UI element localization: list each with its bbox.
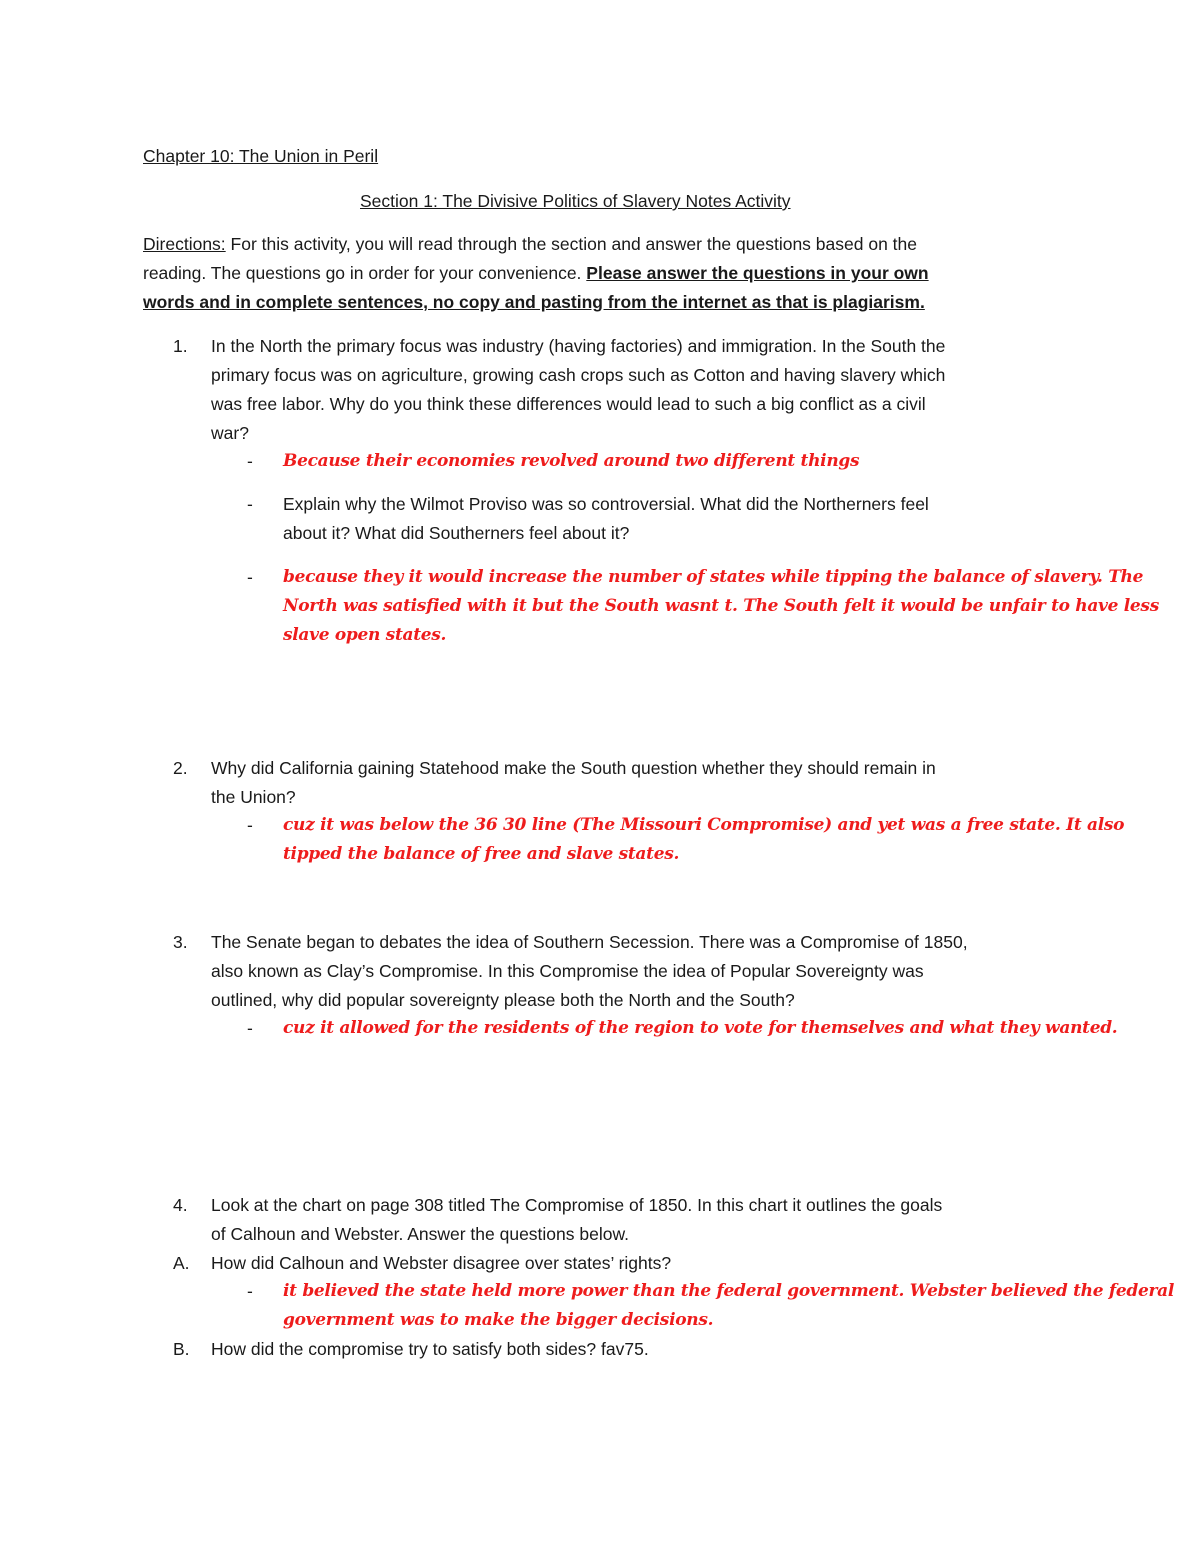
question-3-number: 3.	[173, 932, 188, 952]
question-4-line-2: of Calhoun and Webster. Answer the questions below.	[211, 1224, 630, 1244]
question-3-line-2: also known as Clay’s Compromise. In this Compromise the idea of Popular Sovereignty was	[211, 961, 924, 981]
answer-1-dash: -	[247, 451, 253, 471]
question-4a-letter: A.	[173, 1253, 190, 1273]
section-title: Section 1: The Divisive Politics of Slavery Notes Activity	[360, 191, 791, 211]
question-4-number: 4.	[173, 1195, 188, 1215]
sub-question-1-line-1: Explain why the Wilmot Proviso was so controversial. What did the Northerners feel	[283, 494, 929, 514]
answer-1: Because their economies revolved around two different things	[283, 451, 860, 471]
directions-line-2	[143, 259, 929, 288]
directions-line-1	[143, 230, 917, 259]
sub-answer-1-line-2: North was satisfied with it but the South wasnt t. The South felt it would be unfair to have less	[283, 596, 1159, 616]
sub-answer-1-line-1: because they it would increase the number of states while tipping the balance of slavery. The	[283, 567, 1144, 587]
question-4-line-1: Look at the chart on page 308 titled The Compromise of 1850. In this chart it outlines the goals	[211, 1195, 943, 1215]
answer-2-line-2: tipped the balance of free and slave states.	[283, 844, 680, 864]
question-1-line-2: primary focus was on agriculture, growing cash crops such as Cotton and having slavery which	[211, 365, 946, 385]
answer-3-dash: -	[247, 1018, 253, 1038]
question-1-number: 1.	[173, 336, 188, 356]
directions-text-1: For this activity, you will read through the section and answer the questions based on the	[225, 234, 917, 254]
question-4b-letter: B.	[173, 1339, 190, 1359]
directions-bold-2: Please answer the questions in your own	[586, 263, 929, 283]
question-1-line-3: was free labor. Why do you think these differences would lead to such a big conflict as a civil	[211, 394, 926, 414]
question-3-line-3: outlined, why did popular sovereignty please both the North and the South?	[211, 990, 795, 1010]
directions-label: Directions:	[143, 234, 226, 254]
directions-text-2: reading. The questions go in order for your convenience.	[143, 263, 587, 283]
question-4a-text: How did Calhoun and Webster disagree over states’ rights?	[211, 1253, 672, 1273]
answer-4a-line-1: it believed the state held more power than the federal government. Webster believed the federal	[283, 1281, 1175, 1301]
question-4b-text: How did the compromise try to satisfy both sides? fav75.	[211, 1339, 649, 1359]
directions-bold-3: words and in complete sentences, no copy and pasting from the internet as that is plagiarism.	[143, 292, 925, 312]
sub-answer-1-line-3: slave open states.	[283, 625, 447, 645]
answer-4a-dash: -	[247, 1281, 253, 1301]
chapter-title: Chapter 10: The Union in Peril	[143, 146, 379, 166]
sub-question-1-dash: -	[247, 494, 253, 514]
question-3-line-1: The Senate began to debates the idea of Southern Secession. There was a Compromise of 1850,	[211, 932, 968, 952]
question-2-line-2: the Union?	[211, 787, 296, 807]
question-2-line-1: Why did California gaining Statehood make the South question whether they should remain in	[211, 758, 936, 778]
answer-3: cuz it allowed for the residents of the region to vote for themselves and what they wanted.	[283, 1018, 1118, 1038]
question-1-line-1: In the North the primary focus was industry (having factories) and immigration. In the South the	[211, 336, 946, 356]
answer-2-line-1: cuz it was below the 36 30 line (The Missouri Compromise) and yet was a free state. It also	[283, 815, 1125, 835]
answer-2-dash: -	[247, 815, 253, 835]
answer-4a-line-2: government was to make the bigger decisions.	[283, 1310, 714, 1330]
sub-answer-1-dash: -	[247, 567, 253, 587]
question-1-line-4: war?	[211, 423, 249, 443]
question-2-number: 2.	[173, 758, 188, 778]
sub-question-1-line-2: about it? What did Southerners feel about it?	[283, 523, 630, 543]
